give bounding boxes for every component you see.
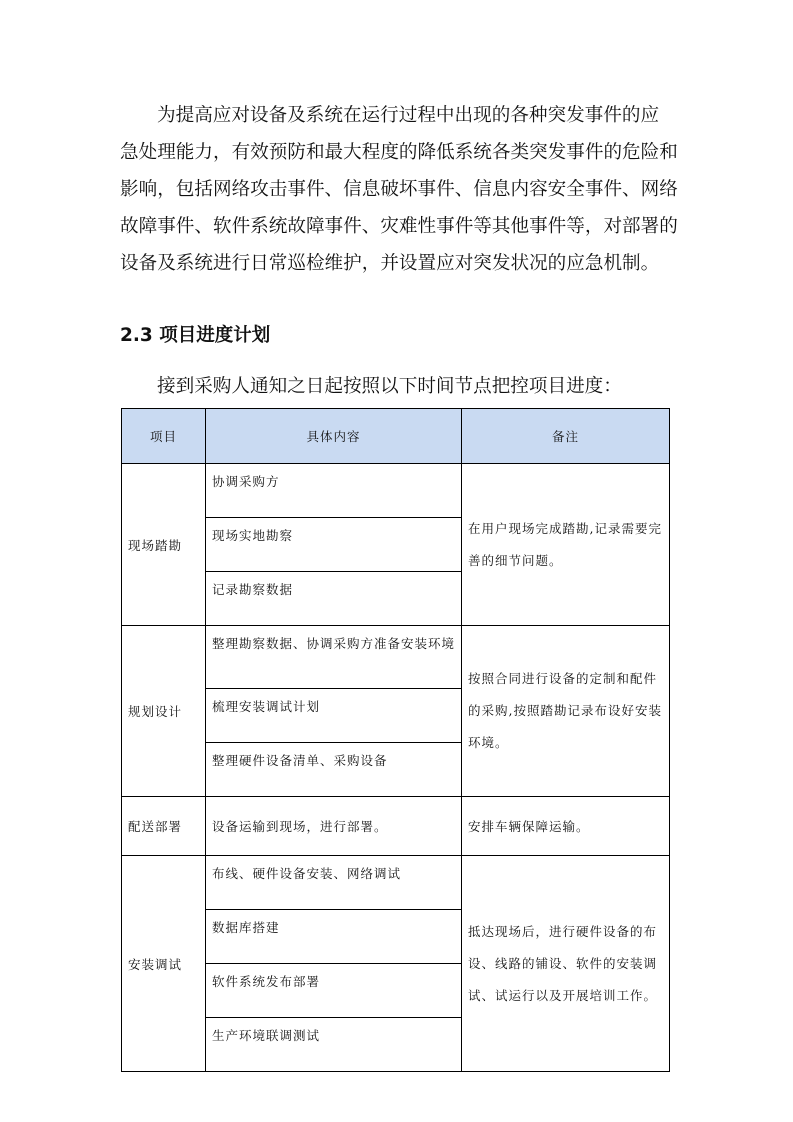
content-cell: 数据库搭建 [206, 910, 462, 964]
project-cell: 配送部署 [122, 797, 206, 856]
table-row [122, 464, 670, 518]
paragraph-line: 影响，包括网络攻击事件、信息破坏事件、信息内容安全事件、网络 [120, 179, 678, 200]
header-project: 项目 [122, 409, 206, 464]
paragraph-line: 故障事件、软件系统故障事件、灾难性事件等其他事件等，对部署的 [120, 216, 678, 237]
project-cell: 规划设计 [122, 626, 206, 797]
header-note: 备注 [462, 409, 670, 464]
content-cell: 现场实地勘察 [206, 518, 462, 572]
note-cell: 抵达现场后，进行硬件设备的布设、线路的铺设、软件的安装调试、试运行以及开展培训工作。 [462, 856, 670, 1072]
paragraph-line: 设备及系统进行日常巡检维护，并设置应对突发状况的应急机制。 [120, 253, 660, 274]
table-row [122, 626, 670, 689]
content-cell: 记录勘察数据 [206, 572, 462, 626]
content-cell: 软件系统发布部署 [206, 964, 462, 1018]
table-row [122, 797, 670, 856]
content-cell: 设备运输到现场，进行部署。 [206, 797, 462, 856]
note-cell: 按照合同进行设备的定制和配件的采购,按照踏勘记录布设好安装环境。 [462, 626, 670, 797]
section-intro: 接到采购人通知之日起按照以下时间节点把控项目进度： [157, 376, 622, 397]
project-cell: 现场踏勘 [122, 464, 206, 626]
content-cell: 整理硬件设备清单、采购设备 [206, 743, 462, 797]
schedule-table [121, 408, 670, 1072]
project-cell: 安装调试 [122, 856, 206, 1072]
note-cell: 安排车辆保障运输。 [462, 797, 670, 856]
header-content: 具体内容 [206, 409, 462, 464]
table-row [122, 856, 670, 910]
table-header-row [122, 409, 670, 464]
note-cell: 在用户现场完成踏勘,记录需要完善的细节问题。 [462, 464, 670, 626]
paragraph-line: 为提高应对设备及系统在运行过程中出现的各种突发事件的应 [157, 105, 660, 126]
content-cell: 梳理安装调试计划 [206, 689, 462, 743]
content-cell: 布线、硬件设备安装、网络调试 [206, 856, 462, 910]
content-cell: 生产环境联调测试 [206, 1018, 462, 1072]
section-heading: 2.3 项目进度计划 [120, 325, 271, 346]
body-paragraph [120, 97, 676, 282]
paragraph-line: 急处理能力，有效预防和最大程度的降低系统各类突发事件的危险和 [120, 142, 678, 163]
content-cell: 协调采购方 [206, 464, 462, 518]
content-cell: 整理勘察数据、协调采购方准备安装环境 [206, 626, 462, 689]
